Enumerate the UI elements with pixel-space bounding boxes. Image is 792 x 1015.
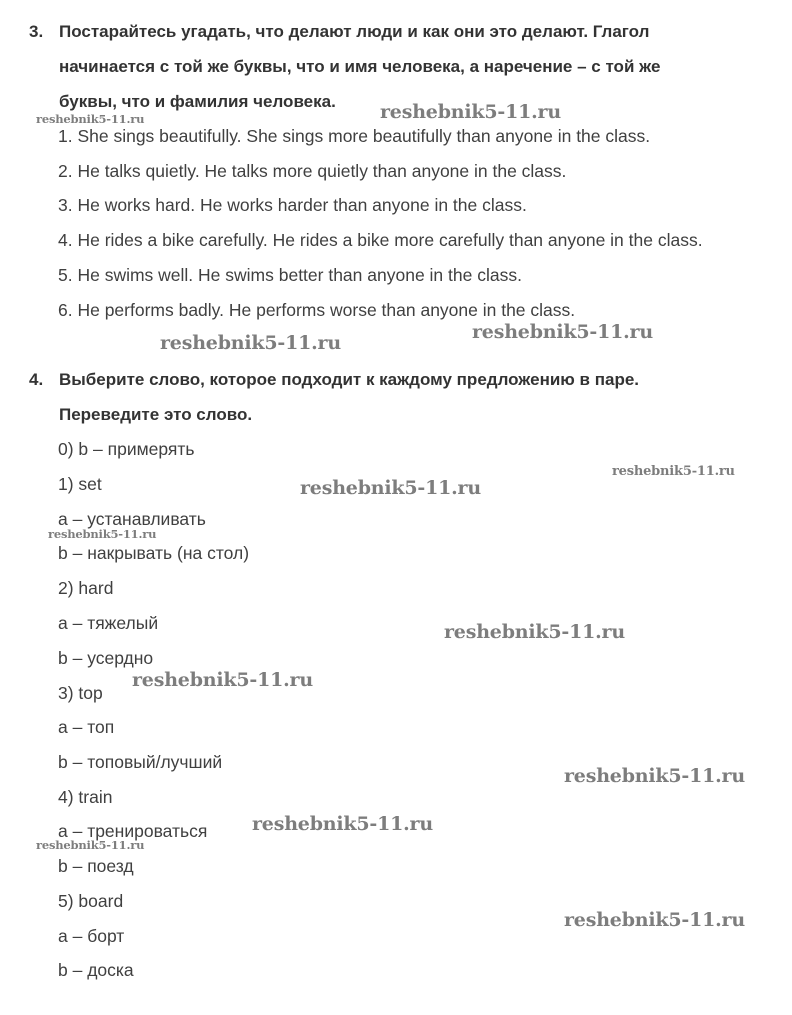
task-4-item: b – топовый/лучший <box>58 752 223 772</box>
task-3-instruction-line: Постарайтесь угадать, что делают люди и как они это делают. Глагол <box>59 22 650 41</box>
task-4-instruction-line: Переведите это слово. <box>59 405 253 424</box>
task-3-number: 3. <box>29 22 44 41</box>
task-4-item: b – накрывать (на стол) <box>58 543 250 563</box>
task-3-item: 2. He talks quietly. He talks more quietly than anyone in the class. <box>58 161 567 181</box>
watermark: reshebnik5-11.ru <box>612 464 735 479</box>
task-4-item: b – поезд <box>58 856 134 876</box>
task-4-heading <box>29 362 784 432</box>
task-4-item: 3) top <box>58 683 103 703</box>
watermark: reshebnik5-11.ru <box>252 813 433 835</box>
task-4-item: 0) b – примерять <box>58 439 195 459</box>
watermark: reshebnik5-11.ru <box>160 332 341 354</box>
task-4-item: 1) set <box>58 474 102 494</box>
watermark: reshebnik5-11.ru <box>36 838 145 852</box>
watermark: reshebnik5-11.ru <box>472 321 653 343</box>
task-3-item: 3. He works hard. He works harder than anyone in the class. <box>58 195 527 215</box>
task-4-item: 2) hard <box>58 578 114 598</box>
task-4-item: b – усердно <box>58 648 154 668</box>
task-4-instruction <box>59 362 784 432</box>
task-4-item: b – доска <box>58 960 134 980</box>
watermark: reshebnik5-11.ru <box>300 477 481 499</box>
task-4-instruction-line: Выберите слово, которое подходит к каждому предложению в паре. <box>59 370 640 389</box>
task-4-item: a – борт <box>58 926 125 946</box>
watermark: reshebnik5-11.ru <box>48 527 157 541</box>
task-4-item: a – устанавливать <box>58 509 206 529</box>
watermark: reshebnik5-11.ru <box>132 669 313 691</box>
watermark: reshebnik5-11.ru <box>564 909 745 931</box>
watermark: reshebnik5-11.ru <box>36 112 145 126</box>
task-3-instruction-line: буквы, что и фамилия человека. <box>59 92 336 111</box>
watermark: reshebnik5-11.ru <box>380 101 561 123</box>
task-3-item: 6. He performs badly. He performs worse than anyone in the class. <box>58 300 576 320</box>
watermark: reshebnik5-11.ru <box>444 621 625 643</box>
task-4-item: a – тренироваться <box>58 821 208 841</box>
task-3-item: 5. He swims well. He swims better than anyone in the class. <box>58 265 522 285</box>
task-4-item: 5) board <box>58 891 124 911</box>
task-3-item: 4. He rides a bike carefully. He rides a bike more carefully than anyone in the class. <box>58 230 703 250</box>
task-3-instruction-line: начинается с той же буквы, что и имя человека, а наречение – с той же <box>59 57 661 76</box>
task-4-item: 4) train <box>58 787 113 807</box>
task-4-item: a – топ <box>58 717 115 737</box>
task-3-item: 1. She sings beautifully. She sings more beautifully than anyone in the class. <box>58 126 651 146</box>
task-4-number: 4. <box>29 370 44 389</box>
task-4-item: a – тяжелый <box>58 613 159 633</box>
watermark: reshebnik5-11.ru <box>564 765 745 787</box>
